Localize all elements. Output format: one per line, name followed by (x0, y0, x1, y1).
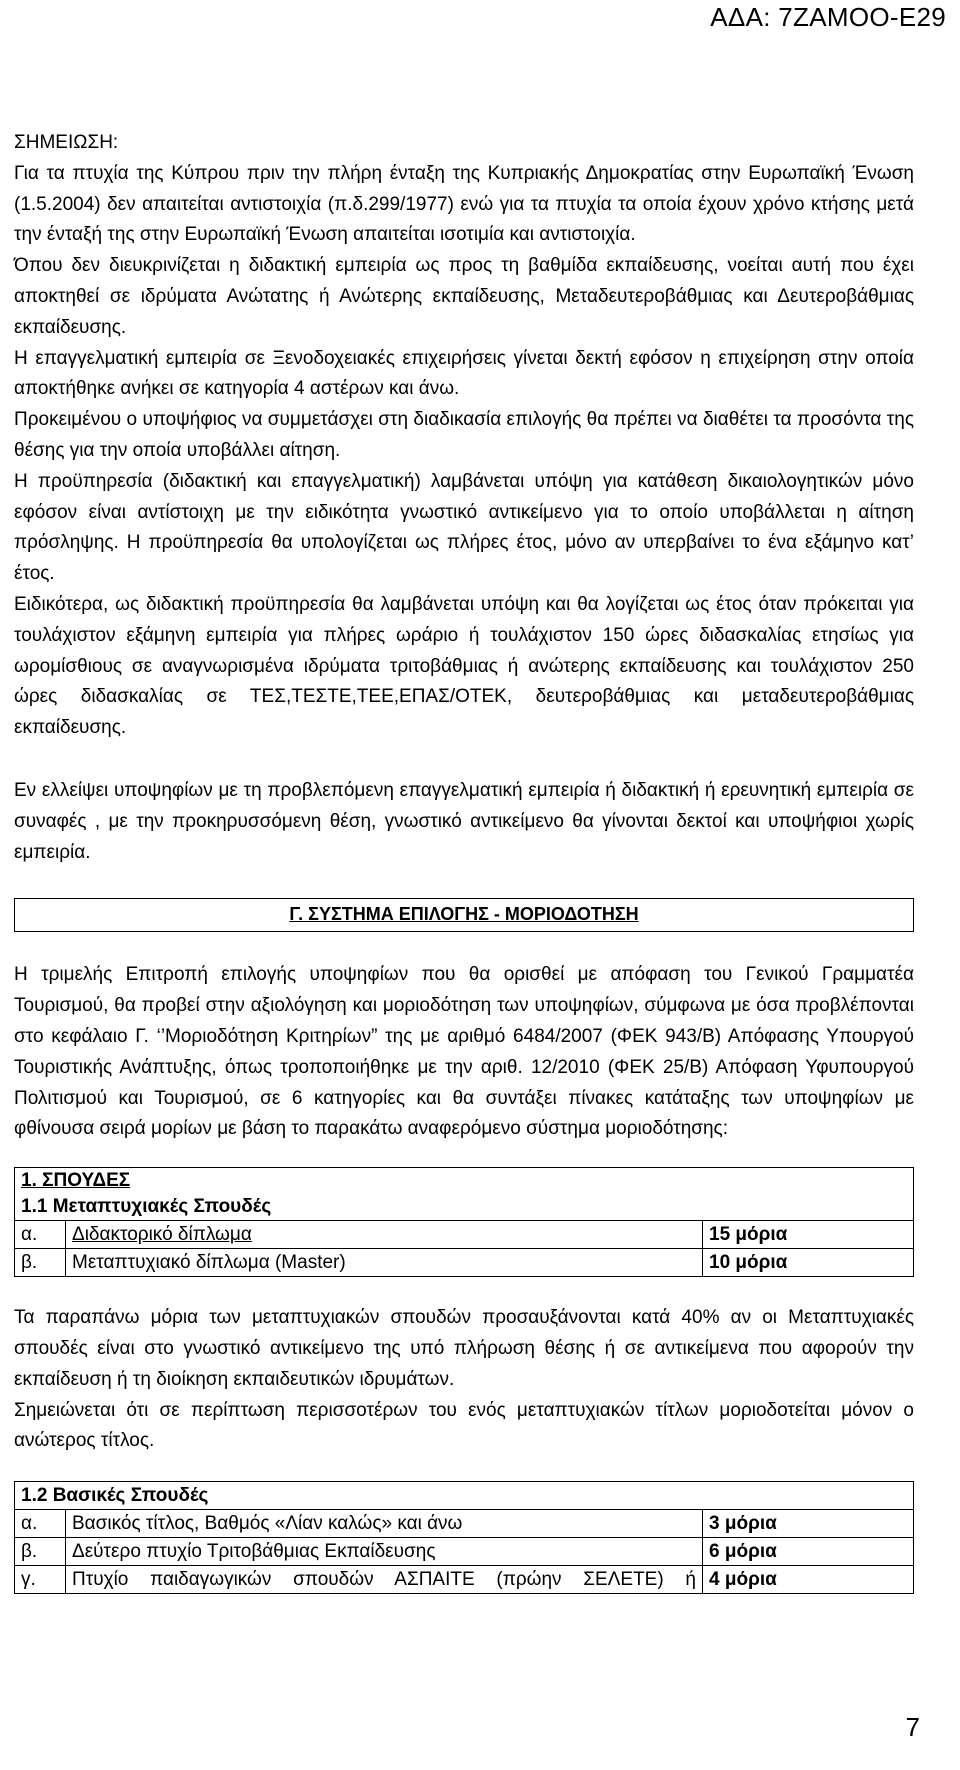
row-letter: γ. (15, 1566, 66, 1594)
table-row (15, 1510, 914, 1538)
paragraph-committee: Η τριμελής Επιτροπή επιλογής υποψηφίων που θα ορισθεί με απόφαση του Γενικού Γραμματέα Τουρισμού, θα προβεί στην αξιολόγηση και μοριοδότηση των υποψηφίων, σύμφωνα με όσα προβλέπονται στο κεφάλαιο Γ. ‘’Μοριοδότηση Κριτηρίων” της με αριθμό 6484/2007 (ΦΕΚ 943/Β) Απόφασης Υπουργού Τουριστικής Ανάπτυξης, όπως τροποποιήθηκε με την αριθ. 12/2010 (ΦΕΚ 25/Β) Απόφαση Υφυπουργού Πολιτισμού και Τουρισμού, σε 6 κατηγορίες και θα συντάξει πίνακες κατάταξης των υποψηφίων με φθίνουσα σειρά μορίων με βάση το παρακάτω αναφερόμενο σύστημα μοριοδότησης: (14, 964, 914, 1140)
table-header-studies (15, 1168, 914, 1221)
row-description: Πτυχίο παιδαγωγικών σπουδών ΑΣΠΑΙΤΕ (πρώην ΣΕΛΕΤΕ) ή (66, 1566, 703, 1594)
row-letter: β. (15, 1249, 66, 1277)
table-row (15, 1249, 914, 1277)
row-description: Μεταπτυχιακό δίπλωμα (Master) (66, 1249, 703, 1277)
basic-studies-table (14, 1481, 914, 1594)
paragraph-teaching-service: Ειδικότερα, ως διδακτική προϋπηρεσία θα λαμβάνεται υπόψη και θα λογίζεται ως έτος όταν πρόκειται για τουλάχιστον εξάμηνη εμπειρία για πλήρες ωράριο ή τουλάχιστον 150 ώρες διδασκαλίας ετησίως για ωρομίσθιους σε αναγνωρισμένα ιδρύματα τριτοβάθμιας ή ανώτερης εκπαίδευσης και τουλάχιστον 250 ώρες διδασκαλίας σε ΤΕΣ,ΤΕΣΤΕ,ΤΕΕ,ΕΠΑΣ/ΟΤΕΚ, δευτεροβάθμιας και μεταδευτεροβάθμιας εκπαίδευσης. (14, 593, 914, 739)
page-number: 7 (905, 1712, 920, 1742)
row-letter: α. (15, 1510, 66, 1538)
row-points: 6 μόρια (703, 1538, 914, 1566)
postgraduate-studies-table (14, 1167, 914, 1277)
paragraph-absence: Εν ελλείψει υποψηφίων με τη προβλεπόμενη επαγγελματική εμπειρία ή διδακτική ή ερευνητική εμπειρία σε συναφές , με την προκηρυσσόμενη θέση, γνωστικό αντικείμενο θα γίνονται δεκτοί και υποψήφιοι χωρίς εμπειρία. (14, 779, 914, 863)
row-description: Βασικός τίτλος, Βαθμός «Λίαν καλώς» και άνω (66, 1510, 703, 1538)
paragraph-increase: Τα παραπάνω μόρια των μεταπτυχιακών σπουδών προσαυξάνονται κατά 40% αν οι Μεταπτυχιακές σπουδές είναι στο γνωστικό αντικείμενο της υπό πλήρωση θέσης ή σε αντικείμενα που αφορούν την εκπαίδευση ή τη διοίκηση εκπαιδευτικών ιδρυμάτων. (14, 1307, 914, 1390)
row-points: 3 μόρια (703, 1510, 914, 1538)
row-points: 10 μόρια (703, 1249, 914, 1277)
section-heading-box (14, 898, 914, 932)
paragraph-prior-service: Η προϋπηρεσία (διδακτική και επαγγελματική) λαμβάνεται υπόψη για κατάθεση δικαιολογητικών μόνο εφόσον είναι αντίστοιχη με την ειδικότητα γνωστικό αντικείμενο για το οποίο υποβάλλεται η αίτηση πρόσληψης. Η προϋπηρεσία θα υπολογίζεται ως πλήρες έτος, μόνο αν υπερβαίνει το ένα εξάμηνο κατ’ έτος. (14, 470, 914, 585)
row-points: 15 μόρια (703, 1221, 914, 1249)
paragraph-note: Σημειώνεται ότι σε περίπτωση περισσοτέρων του ενός μεταπτυχιακών τίτλων μοριοδοτείται μόνον ο ανώτερος τίτλος. (14, 1399, 914, 1452)
table-row (15, 1221, 914, 1249)
row-description-text: Διδακτορικό δίπλωμα (72, 1223, 252, 1245)
studies-label: 1. ΣΠΟΥΔΕΣ (21, 1170, 131, 1192)
note-title: ΣΗΜΕΙΩΣΗ: (14, 132, 119, 153)
paragraph-qualifications: Προκειμένου ο υποψήφιος να συμμετάσχει στη διαδικασία επιλογής θα πρέπει να διαθέτει τα προσόντα της θέσης για την οποία υποβάλλει αίτηση. (14, 409, 914, 461)
table-row (15, 1566, 914, 1594)
paragraph-hotel-experience: Η επαγγελματική εμπειρία σε Ξενοδοχειακές επιχειρήσεις γίνεται δεκτή εφόσον η επιχείρηση στην οποία αποκτήθηκε ανήκει σε κατηγορία 4 αστέρων και άνω. (14, 347, 914, 400)
section-heading: Γ. ΣΥΣΤΗΜΑ ΕΠΙΛΟΓΗΣ - ΜΟΡΙΟΔΟΤΗΣΗ (289, 904, 639, 925)
table-row (15, 1482, 914, 1510)
row-description: Δεύτερο πτυχίο Τριτοβάθμιας Εκπαίδευσης (66, 1538, 703, 1566)
table-row (15, 1168, 914, 1221)
paragraph-teaching-level: Όπου δεν διευκρινίζεται η διδακτική εμπειρία ως προς τη βαθμίδα εκπαίδευσης, νοείται αυτή που έχει αποκτηθεί σε ιδρύματα Ανώτατης ή Ανώτερης εκπαίδευσης, Μεταδευτεροβάθμιας και Δευτεροβάθμιας εκπαίδευσης. (14, 255, 914, 338)
table-row (15, 1538, 914, 1566)
row-letter: α. (15, 1221, 66, 1249)
table-header-basic: 1.2 Βασικές Σπουδές (15, 1482, 914, 1510)
row-description (66, 1221, 703, 1249)
ada-code: ΑΔΑ: 7ΖΑΜΟΟ-Ε29 (710, 2, 946, 32)
paragraph-cyprus: Για τα πτυχία της Κύπρου πριν την πλήρη ένταξη της Κυπριακής Δημοκρατίας στην Ευρωπαϊκή Ένωση (1.5.2004) δεν απαιτείται αντιστοιχία (π.δ.299/1977) ενώ για τα πτυχία τα οποία έχουν χρόνο κτήσης μετά την ένταξή της στην Ευρωπαϊκή Ένωση απαιτείται ισοτιμία και αντιστοιχία. (14, 162, 914, 246)
row-points: 4 μόρια (703, 1566, 914, 1594)
postgraduate-label: 1.1 Μεταπτυχιακές Σπουδές (21, 1196, 272, 1218)
row-letter: β. (15, 1538, 66, 1566)
document-body (14, 128, 914, 1594)
